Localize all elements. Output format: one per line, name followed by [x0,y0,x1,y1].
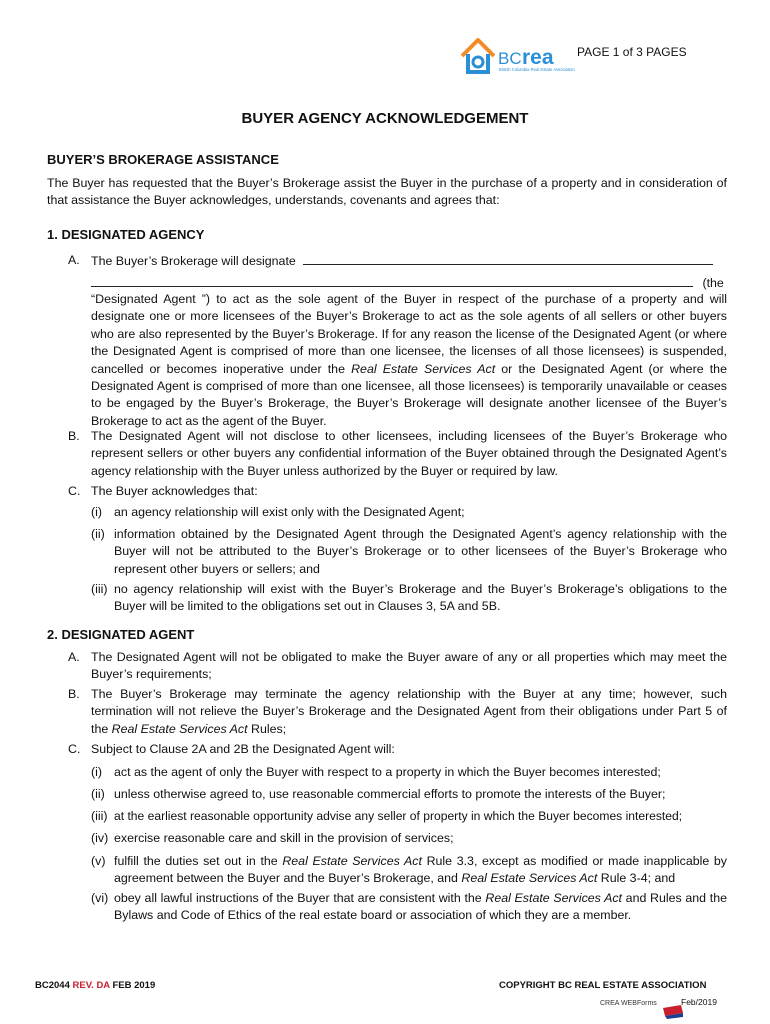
s1-c-iii-text: no agency relationship will exist with the Buyer’s Brokerage and the Buyer’s Brokerage’s obligations to the Buyer will be limited to the obligations set out in Clauses 3, 5A and 5B. [114,582,727,614]
s1-c-ii-num: (ii) [91,527,105,541]
house-roof-icon [462,40,494,56]
s2-b-text: The Buyer’s Brokerage may terminate the agency relationship with the Buyer at any time; however, such termination will not relieve the Buyer’s Brokerage and the Designated Agent from their obligations under Part 5 of the Real Estate Services Act Rules; [91,687,727,736]
designated-agent-field[interactable] [303,252,713,265]
intro-heading: BUYER’S BROKERAGE ASSISTANCE [47,152,279,167]
s2-b-label: B. [68,687,80,701]
crea-date: Feb/2019 [681,997,717,1007]
s2-c-ii-text: unless otherwise agreed to, use reasonable commercial efforts to promote the interests of the Buyer; [114,787,666,801]
section2-heading: 2. DESIGNATED AGENT [47,627,195,642]
s1-b-text: The Designated Agent will not disclose to other licensees, including licensees of the Buyer’s Brokerage who represent sellers or other buyers any confidential information of the Buyer obtained through the Designated Agent’s agency relationship with the Buyer unless authorized by the Buyer or required by law. [91,429,727,478]
page-indicator: PAGE 1 of 3 PAGES [577,45,687,59]
s1-a-body: “Designated Agent ”) to act as the sole agent of the Buyer in respect of the purchase of a property and will designate one or more licensees of the Buyer’s Brokerage to act as the sole agents of all sellers or other buyers who are also represented by the Buyer’s Brokerage. If for any reason the license of the Designated Agent (or where the Designated Agent is comprised of more than one licensee, the licenses of all those licensees) is suspended, cancelled or becomes inoperative under the Real Estate Services Act or the Designated Agent (or where the Designated Agent is comprised of more than one licensee, all those licensees) is temporarily unavailable or ceases to be engaged by the Buyer’s Brokerage, the Buyer’s Brokerage will designate another licensee of the Buyer’s Brokerage to act as the agent of the Buyer. [91,292,727,428]
s2-c-v-num: (v) [91,854,106,868]
s2-c-v-text: fulfill the duties set out in the Real Estate Services Act Rule 3.3, except as modified or made inapplicable by agreement between the Buyer and the Buyer’s Brokerage, and Real Estate Services Act Rule 3-4; and [114,854,727,886]
s2-c-iv-num: (iv) [91,831,109,845]
s2-c-i-num: (i) [91,765,103,779]
s1-b-label: B. [68,429,80,443]
page-title: BUYER AGENCY ACKNOWLEDGEMENT [241,110,529,127]
s2-c-label: C. [68,742,81,756]
s2-c-iii-num: (iii) [91,809,108,823]
crea-webforms-mark: CREA WEBForms [600,1000,657,1007]
s1-a-label: A. [68,253,80,267]
s2-c-vi-num: (vi) [91,891,109,905]
logo-sub: British Columbia Real Estate Association [499,67,575,72]
s1-c-label: C. [68,484,81,498]
intro-text: The Buyer has requested that the Buyer’s Brokerage assist the Buyer in the purchase of a property and in consideration of that assistance the Buyer acknowledges, understands, covenants and agrees that: [47,176,727,208]
s2-c-ii-num: (ii) [91,787,105,801]
s2-c-iii-text: at the earliest reasonable opportunity advise any seller of property in which the Buyer becomes interested; [114,809,683,823]
s2-c-text: Subject to Clause 2A and 2B the Designated Agent will: [91,742,395,756]
bcrea-logo [460,34,575,82]
logo-bc: BC [498,49,522,68]
s1-c-i-num: (i) [91,505,103,519]
s1-c-text: The Buyer acknowledges that: [91,484,258,498]
s2-c-i-text: act as the agent of only the Buyer with respect to a property in which the Buyer becomes interested; [114,765,661,779]
s1-c-iii-num: (iii) [91,582,108,596]
logo-rea: rea [522,46,554,69]
s1-a-line1: The Buyer’s Brokerage will designate [91,252,727,270]
s1-c-i-text: an agency relationship will exist only with the Designated Agent; [114,505,465,519]
s1-a-line2: (the [91,274,727,292]
designated-agent-field-2[interactable] [91,274,693,287]
s2-c-iv-text: exercise reasonable care and skill in the provision of services; [114,831,454,845]
s2-a-text: The Designated Agent will not be obligated to make the Buyer aware of any or all properties which may meet the Buyer’s requirements; [91,650,727,682]
section1-heading: 1. DESIGNATED AGENCY [47,227,205,242]
form-code: BC2044 REV. DA FEB 2019 [35,980,156,991]
s1-c-ii-text: information obtained by the Designated Agent through the Designated Agent’s agency relationship with the Buyer will not be attributed to the Buyer’s Brokerage or to other licensees of the Buyer’s Brokerage who represent other buyers or sellers; and [114,527,727,576]
copyright: COPYRIGHT BC REAL ESTATE ASSOCIATION [499,980,707,991]
crea-flag-icon [661,1004,685,1020]
s2-c-vi-text: obey all lawful instructions of the Buyer that are consistent with the Real Estate Services Act and Rules and the Bylaws and Code of Ethics of the real estate board or association of which they are a member. [114,891,727,923]
s2-a-label: A. [68,650,80,664]
